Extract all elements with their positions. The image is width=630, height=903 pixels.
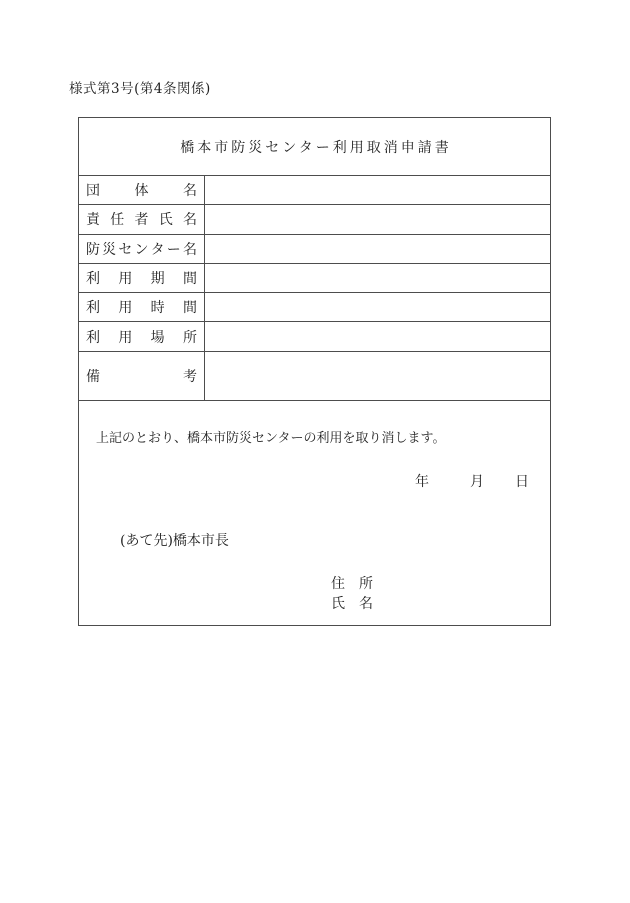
field-value-usage-period — [205, 264, 550, 292]
date-month-label: 月 — [470, 473, 484, 490]
field-value-usage-place — [205, 322, 550, 350]
date-day-label: 日 — [515, 473, 529, 490]
field-label-cell — [79, 176, 205, 204]
field-row-usage-time — [79, 293, 550, 322]
field-label-cell — [79, 352, 205, 400]
field-value-representative-name — [205, 205, 550, 233]
cancellation-application-form — [78, 117, 551, 626]
field-label-organization-name: 団 体 名 — [86, 183, 197, 200]
form-title: 橋本市防災センター利用取消申請書 — [180, 139, 452, 156]
addressee: (あて先)橋本市長 — [120, 532, 229, 549]
field-label-cell — [79, 322, 205, 350]
signature-address-label: 住 所 — [331, 575, 373, 592]
field-label-cell — [79, 293, 205, 321]
form-title-row — [79, 118, 550, 176]
field-value-usage-time — [205, 293, 550, 321]
signature-name-label: 氏 名 — [331, 595, 373, 612]
field-row-organization-name — [79, 176, 550, 205]
field-row-remarks — [79, 352, 550, 401]
field-row-representative-name — [79, 205, 550, 234]
date-year-label: 年 — [415, 473, 429, 490]
field-label-remarks: 備 考 — [86, 368, 197, 385]
field-label-disaster-center-name: 防 災 セ ン タ ー 名 — [86, 241, 197, 258]
field-value-disaster-center-name — [205, 235, 550, 263]
form-code: 様式第3号(第4条関係) — [69, 81, 211, 97]
declaration-section — [79, 401, 550, 625]
field-label-cell — [79, 235, 205, 263]
field-value-remarks — [205, 352, 550, 400]
field-label-usage-place: 利 用 場 所 — [86, 329, 197, 346]
declaration-text: 上記のとおり、橋本市防災センターの利用を取り消します。 — [96, 430, 446, 446]
field-label-representative-name: 責 任 者 氏 名 — [86, 212, 197, 229]
field-label-cell — [79, 264, 205, 292]
field-row-disaster-center-name — [79, 235, 550, 264]
field-row-usage-place — [79, 322, 550, 351]
field-label-usage-period: 利 用 期 間 — [86, 271, 197, 288]
field-value-organization-name — [205, 176, 550, 204]
field-label-cell — [79, 205, 205, 233]
field-row-usage-period — [79, 264, 550, 293]
field-label-usage-time: 利 用 時 間 — [86, 300, 197, 317]
